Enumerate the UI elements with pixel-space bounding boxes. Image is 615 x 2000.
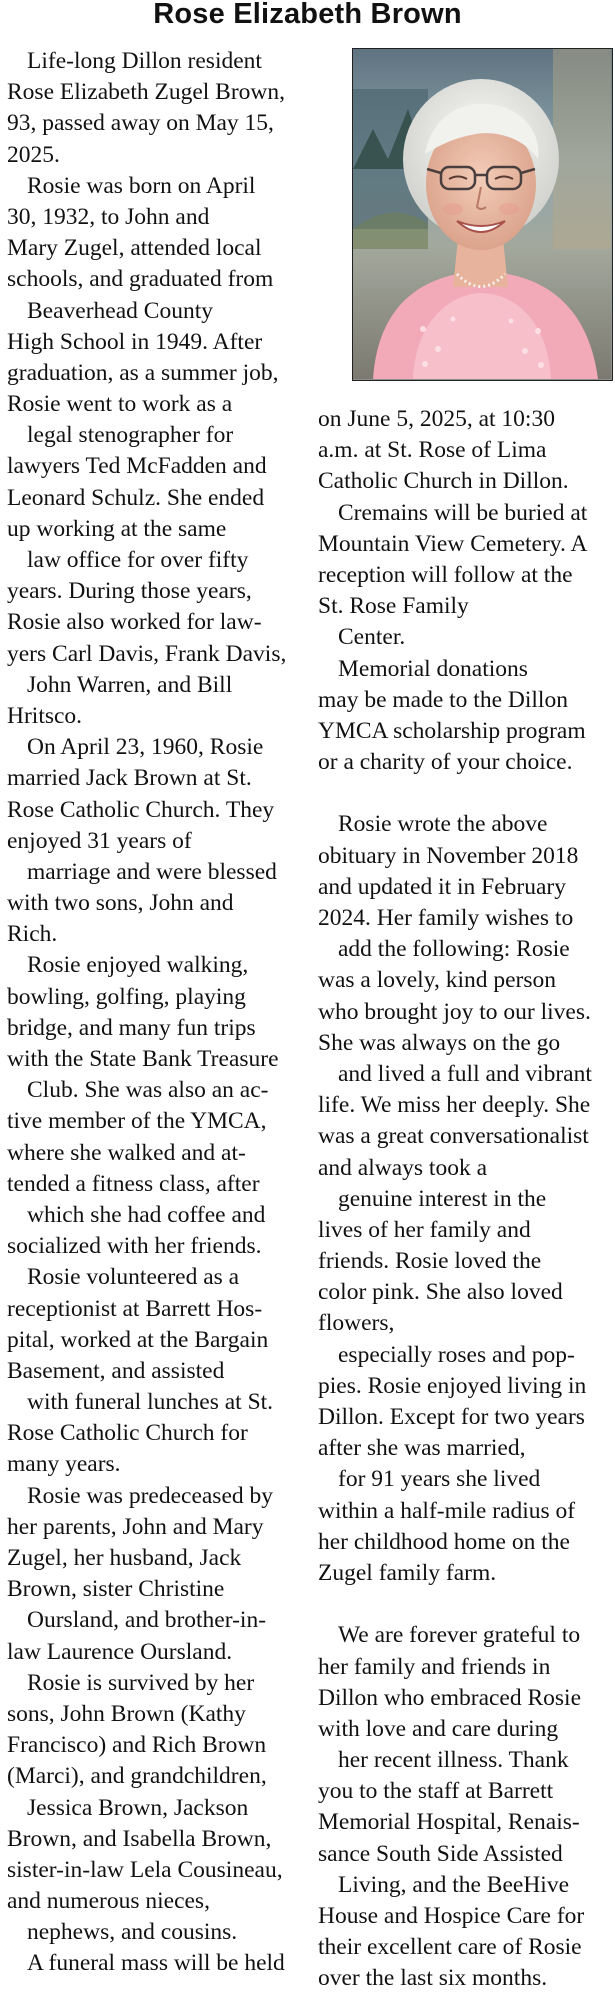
text-line: (Marci), and grandchildren,: [7, 1763, 267, 1790]
text-line: you to the staff at Barrett: [318, 1778, 554, 1805]
text-line: her childhood home on the: [318, 1528, 570, 1555]
text-line: On April 23, 1960, Rosie: [27, 734, 264, 761]
text-line: We are forever grateful to: [338, 1622, 581, 1649]
text-line: High School in 1949. After: [7, 328, 263, 355]
text-line: She was always on the go: [318, 1029, 561, 1056]
text-line: 93, passed away on May 15,: [7, 110, 274, 137]
text-line: Rosie volunteered as a: [27, 1264, 240, 1291]
text-line: Rosie wrote the above: [338, 811, 548, 838]
text-line: Rosie was born on April: [27, 172, 256, 199]
text-line: with two sons, John and: [7, 890, 234, 917]
text-line: obituary in November 2018: [318, 842, 579, 869]
text-line: Oursland, and brother-in-: [27, 1607, 267, 1634]
paragraph-gap: [318, 1589, 613, 1620]
text-line: Zugel family farm.: [318, 1559, 497, 1586]
text-line: graduation, as a summer job,: [7, 359, 279, 386]
text-line: her recent illness. Thank: [338, 1747, 569, 1774]
text-line: Rosie went to work as a: [7, 391, 233, 418]
text-line: add the following: Rosie: [338, 936, 570, 963]
text-line: her family and friends in: [318, 1653, 551, 1680]
text-line: legal stenographer for: [27, 422, 234, 449]
text-line: nephews, and cousins.: [27, 1919, 238, 1946]
text-line: genuine interest in the: [338, 1185, 547, 1212]
text-line: Rich.: [7, 921, 58, 948]
text-line: Memorial Hospital, Renais-: [318, 1809, 580, 1836]
text-line: sance South Side Assisted: [318, 1840, 563, 1867]
text-line: Center.: [338, 624, 406, 651]
text-line: with the State Bank Treasure: [7, 1046, 279, 1072]
text-line: flowers,: [318, 1310, 395, 1337]
text-line: Rosie enjoyed walking,: [27, 952, 249, 979]
text-line: Beaverhead County: [27, 297, 213, 324]
text-line: Rose Catholic Church. They: [7, 796, 275, 823]
text-line: a.m. at St. Rose of Lima: [318, 437, 547, 464]
text-line: Rosie was predeceased by: [27, 1482, 274, 1509]
text-line: House and Hospice Care for: [318, 1903, 585, 1929]
text-line: after she was married,: [318, 1435, 526, 1462]
text-line: friends. Rosie loved the: [318, 1248, 542, 1275]
text-line: which she had coffee and: [27, 1201, 266, 1228]
text-line: may be made to the Dillon: [318, 686, 568, 713]
text-line: Rose Catholic Church for: [7, 1420, 248, 1447]
text-line: her parents, John and Mary: [7, 1513, 264, 1540]
text-line: 2024. Her family wishes to: [318, 905, 574, 931]
text-line: tive member of the YMCA,: [7, 1108, 267, 1135]
text-line: Brown, and Isabella Brown,: [7, 1825, 272, 1852]
text-line: law Laurence Oursland.: [7, 1638, 233, 1665]
text-line: pital, worked at the Bargain: [7, 1326, 269, 1353]
text-line: Rosie is survived by her: [27, 1669, 255, 1696]
text-line: who brought joy to our lives.: [318, 998, 591, 1025]
text-line: Club. She was also an ac-: [27, 1077, 269, 1104]
text-line: within a half-mile radius of: [318, 1497, 576, 1524]
text-line: their excellent care of Rosie: [318, 1934, 582, 1961]
paragraph-gap: [318, 778, 613, 809]
text-line: sons, John Brown (Kathy: [7, 1700, 246, 1727]
text-line: YMCA scholarship program: [318, 717, 586, 744]
text-line: Brown, sister Christine: [7, 1576, 225, 1603]
text-line: Cremains will be buried at: [338, 499, 588, 526]
text-line: was a great conversationalist: [318, 1123, 589, 1150]
text-line: Rose Elizabeth Zugel Brown,: [7, 79, 286, 106]
text-line: Life-long Dillon resident: [27, 48, 262, 74]
text-line: and always took a: [318, 1154, 488, 1181]
obituary-title: Rose Elizabeth Brown: [153, 0, 462, 30]
text-line: reception will follow at the: [318, 561, 573, 588]
text-line: Hritsco.: [7, 702, 83, 729]
text-line: socialized with her friends.: [7, 1233, 262, 1260]
text-line: up working at the same: [7, 515, 227, 542]
text-line: with love and care during: [318, 1715, 559, 1742]
text-line: 2025.: [7, 141, 60, 168]
text-line: bowling, golfing, playing: [7, 983, 246, 1010]
text-line: years. During those years,: [7, 578, 252, 605]
text-line: Zugel, her husband, Jack: [7, 1545, 242, 1571]
text-line: yers Carl Davis, Frank Davis,: [7, 640, 287, 667]
text-line: Mary Zugel, attended local: [7, 235, 262, 262]
text-line: over the last six months.: [318, 1965, 548, 1992]
text-line: St. Rose Family: [318, 593, 469, 620]
text-line: Mountain View Cemetery. A: [318, 530, 588, 557]
right-text-column: [318, 404, 613, 1995]
text-line: schools, and graduated from: [7, 266, 274, 293]
text-line: color pink. She also loved: [318, 1279, 563, 1306]
text-line: marriage and were blessed: [27, 858, 277, 885]
text-line: for 91 years she lived: [338, 1466, 541, 1493]
text-line: Living, and the BeeHive: [338, 1871, 570, 1898]
text-line: Francisco) and Rich Brown: [7, 1732, 267, 1759]
text-line: on June 5, 2025, at 10:30: [318, 406, 555, 432]
text-line: and updated it in February: [318, 873, 566, 900]
text-line: and numerous nieces,: [7, 1888, 210, 1915]
text-line: law office for over fifty: [27, 547, 249, 573]
text-line: 30, 1932, to John and: [7, 203, 210, 230]
text-line: John Warren, and Bill: [27, 671, 233, 698]
text-line: especially roses and pop-: [338, 1341, 575, 1368]
text-line: with funeral lunches at St.: [27, 1389, 274, 1416]
text-line: Catholic Church in Dillon.: [318, 468, 569, 495]
text-line: lawyers Ted McFadden and: [7, 453, 267, 480]
text-line: pies. Rosie enjoyed living in: [318, 1372, 587, 1399]
text-line: A funeral mass will be held: [27, 1950, 285, 1977]
text-line: Leonard Schulz. She ended: [7, 484, 265, 511]
text-line: where she walked and at-: [7, 1139, 246, 1166]
text-line: Dillon. Except for two years: [318, 1404, 585, 1430]
text-line: sister-in-law Lela Cousineau,: [7, 1856, 283, 1883]
text-line: Basement, and assisted: [7, 1357, 225, 1384]
portrait-photo: [352, 48, 613, 381]
text-line: bridge, and many fun trips: [7, 1014, 256, 1041]
text-line: life. We miss her deeply. She: [318, 1092, 591, 1119]
text-line: enjoyed 31 years of: [7, 827, 192, 854]
text-line: was a lovely, kind person: [318, 967, 556, 994]
left-text-column: [7, 46, 303, 1980]
text-line: Memorial donations: [338, 655, 528, 682]
text-line: many years.: [7, 1451, 121, 1478]
text-line: Jessica Brown, Jackson: [27, 1794, 249, 1821]
text-line: Rosie also worked for law-: [7, 609, 262, 636]
text-line: tended a fitness class, after: [7, 1170, 260, 1197]
text-line: Dillon who embraced Rosie: [318, 1684, 582, 1711]
text-line: married Jack Brown at St.: [7, 765, 252, 792]
text-line: and lived a full and vibrant: [338, 1060, 592, 1087]
text-line: receptionist at Barrett Hos-: [7, 1295, 263, 1322]
text-line: lives of her family and: [318, 1216, 531, 1243]
portrait-illustration: [353, 49, 611, 379]
text-line: or a charity of your choice.: [318, 749, 573, 776]
